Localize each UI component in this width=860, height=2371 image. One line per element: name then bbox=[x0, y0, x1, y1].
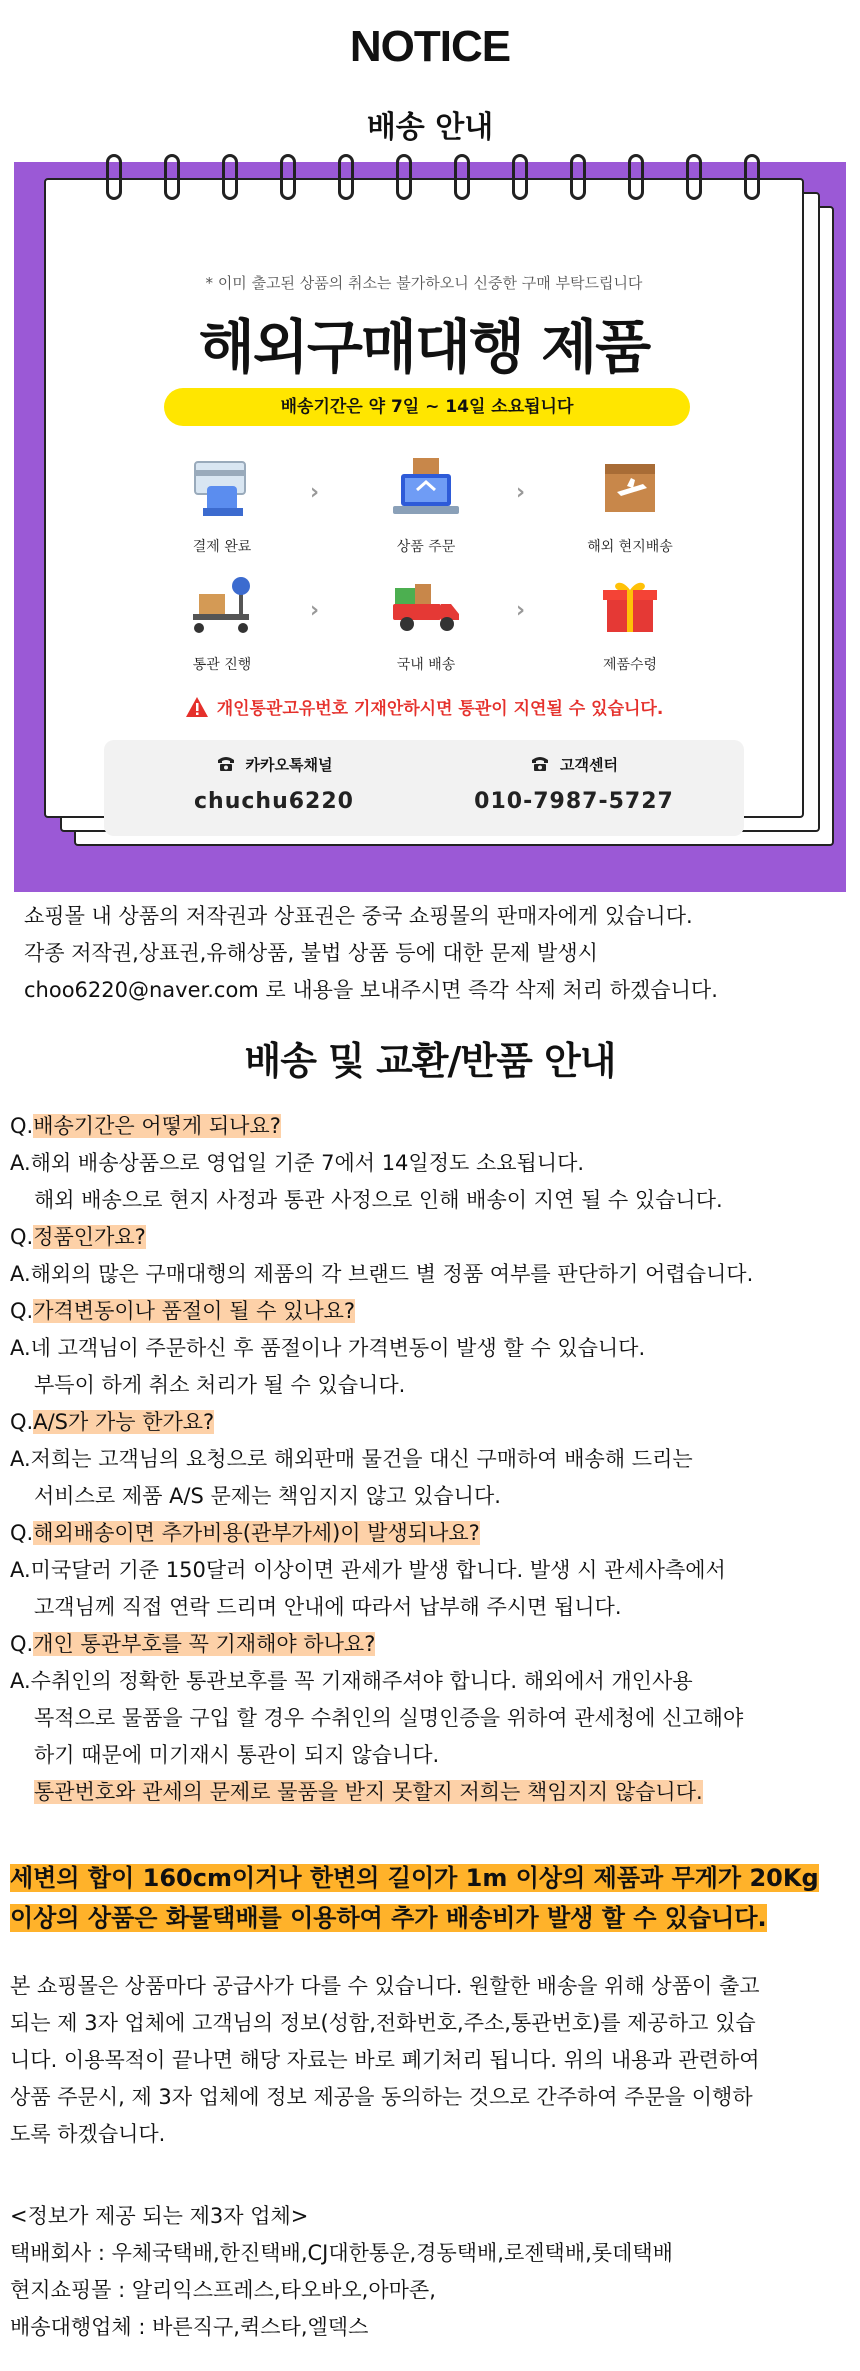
faq-answer-cont: 서비스로 제품 A/S 문제는 책임지지 않고 있습니다. bbox=[34, 1484, 501, 1508]
step-label: 상품 주문 bbox=[396, 539, 456, 555]
policy-line: 되는 제 3자 업체에 고객님의 정보(성함,전화번호,주소,통관번호)를 제공하고 있습 bbox=[10, 2011, 756, 2035]
faq-answer: A.해외 배송상품으로 영업일 기준 7에서 14일정도 소요됩니다. bbox=[10, 1151, 585, 1175]
calendar-card bbox=[44, 178, 804, 818]
step-overseas bbox=[560, 456, 700, 556]
phone-icon bbox=[216, 756, 236, 772]
faq-question: Q.개인 통관부호를 꼭 기재해야 하나요? bbox=[10, 1632, 376, 1656]
third-party-vendors bbox=[10, 2198, 855, 2346]
card-payment-icon bbox=[185, 456, 259, 520]
faq-answer-cont: 고객님께 직접 연락 드리며 안내에 따라서 납부해 주시면 됩니다. bbox=[34, 1595, 622, 1619]
chevron-right-icon: › bbox=[516, 598, 526, 623]
page-title: NOTICE bbox=[349, 22, 511, 71]
center-phone: 010-7987-5727 bbox=[474, 789, 674, 814]
vendors-heading: <정보가 제공 되는 제3자 업체> bbox=[10, 2204, 309, 2228]
step-label: 제품수령 bbox=[602, 657, 658, 673]
step-label: 국내 배송 bbox=[396, 657, 456, 673]
faq-answer: A.네 고객님이 주문하신 후 품절이나 가격변동이 발생 할 수 있습니다. bbox=[10, 1336, 646, 1360]
faq-answer-highlight: 통관번호와 관세의 문제로 물품을 받지 못할지 저희는 책임지지 않습니다. bbox=[34, 1780, 703, 1804]
faq-list bbox=[10, 1108, 860, 1811]
chevron-right-icon: › bbox=[516, 480, 526, 505]
faq-answer-cont: 목적으로 물품을 구입 할 경우 수취인의 실명인증을 위하여 관세청에 신고해야 bbox=[34, 1706, 744, 1730]
truck-icon bbox=[389, 574, 463, 638]
faq-answer: A.해외의 많은 구매대행의 제품의 각 브랜드 별 정품 여부를 판단하기 어렵습니다. bbox=[10, 1262, 754, 1286]
policy-line: 본 쇼핑몰은 상품마다 공급사가 다를 수 있습니다. 원할한 배송을 위해 상품이 출고 bbox=[10, 1974, 760, 1998]
faq-answer: A.미국달러 기준 150달러 이상이면 관세가 발생 합니다. 발생 시 관세사측에서 bbox=[10, 1558, 726, 1582]
banner-headline: 해외구매대행 제품 bbox=[198, 313, 650, 381]
vendor-line: 배송대행업체 : 바른직구,퀵스타,엘덱스 bbox=[10, 2315, 369, 2339]
vendor-line: 현지쇼핑몰 : 알리익스프레스,타오바오,아마존, bbox=[10, 2278, 436, 2302]
center-label: 고객센터 bbox=[560, 756, 618, 774]
policy-line: 상품 주문시, 제 3자 업체에 정보 제공을 동의하는 것으로 간주하여 주문을 이행하 bbox=[10, 2085, 753, 2109]
faq-question: Q.A/S가 가능 한가요? bbox=[10, 1410, 215, 1434]
laptop-order-icon bbox=[389, 456, 463, 520]
faq-answer-cont: 부득이 하게 취소 처리가 될 수 있습니다. bbox=[34, 1373, 406, 1397]
phone-icon bbox=[530, 756, 550, 772]
step-customs bbox=[152, 574, 292, 674]
calendar-rings bbox=[86, 154, 786, 214]
step-label: 결제 완료 bbox=[192, 539, 252, 555]
copyright-line: 쇼핑몰 내 상품의 저작권과 상표권은 중국 쇼핑몰의 판매자에게 있습니다. bbox=[24, 904, 693, 928]
step-domestic bbox=[356, 574, 496, 674]
chevron-right-icon: › bbox=[310, 480, 320, 505]
section-title: 배송 및 교환/반품 안내 bbox=[244, 1039, 616, 1083]
shipping-banner bbox=[14, 162, 846, 892]
step-label: 해외 현지배송 bbox=[587, 539, 673, 555]
policy-line: 니다. 이용목적이 끝나면 해당 자료는 바로 폐기처리 됩니다. 위의 내용과 관련하여 bbox=[10, 2048, 760, 2072]
alert-line: 세변의 합이 160cm이거나 한변의 길이가 1m 이상의 제품과 무게가 20Kg bbox=[10, 1864, 819, 1892]
step-receive bbox=[560, 574, 700, 674]
copyright-line: choo6220@naver.com 로 내용을 보내주시면 즉각 삭제 처리 하겠습니다. bbox=[24, 978, 718, 1002]
warning-icon bbox=[185, 696, 209, 718]
step-label: 통관 진행 bbox=[192, 657, 252, 673]
cancel-note: * 이미 출고된 상품의 취소는 불가하오니 신중한 구매 부탁드립니다 bbox=[205, 274, 643, 292]
customs-warning bbox=[46, 694, 802, 719]
copyright-notice bbox=[24, 898, 844, 1009]
box-plane-icon bbox=[593, 456, 667, 520]
faq-question: Q.배송기간은 어떻게 되나요? bbox=[10, 1114, 281, 1138]
faq-question: Q.정품인가요? bbox=[10, 1225, 146, 1249]
step-payment bbox=[152, 456, 292, 556]
step-order bbox=[356, 456, 496, 556]
kakao-label: 카카오톡채널 bbox=[245, 756, 333, 774]
faq-question: Q.가격변동이나 품절이 될 수 있나요? bbox=[10, 1299, 356, 1323]
faq-question: Q.해외배송이면 추가비용(관부가세)이 발생되나요? bbox=[10, 1521, 480, 1545]
customer-center[interactable] bbox=[424, 754, 724, 814]
policy-line: 도록 하겠습니다. bbox=[10, 2122, 166, 2146]
copyright-line: 각종 저작권,상표권,유해상품, 불법 상품 등에 대한 문제 발생시 bbox=[24, 941, 598, 965]
privacy-policy bbox=[10, 1968, 855, 2153]
kakao-id: chuchu6220 bbox=[194, 789, 354, 814]
chevron-right-icon: › bbox=[310, 598, 320, 623]
gift-icon bbox=[593, 574, 667, 638]
page-subtitle: 배송 안내 bbox=[366, 110, 494, 145]
alert-line: 이상의 상품은 화물택배를 이용하여 추가 배송비가 발생 할 수 있습니다. bbox=[10, 1904, 767, 1932]
warning-text: 개인통관고유번호 기재안하시면 통관이 지연될 수 있습니다. bbox=[216, 699, 664, 719]
faq-answer-cont: 해외 배송으로 현지 사정과 통관 사정으로 인해 배송이 지연 될 수 있습니다. bbox=[34, 1188, 723, 1212]
contact-box bbox=[104, 740, 744, 836]
faq-answer: A.저희는 고객님의 요청으로 해외판매 물건을 대신 구매하여 배송해 드리는 bbox=[10, 1447, 693, 1471]
delivery-period-pill: 배송기간은 약 7일 ~ 14일 소요됩니다 bbox=[164, 388, 690, 426]
vendor-line: 택배회사 : 우체국택배,한진택배,CJ대한통운,경동택배,로젠택배,롯데택배 bbox=[10, 2241, 673, 2265]
kakao-channel[interactable] bbox=[124, 754, 424, 814]
faq-answer: A.수취인의 정확한 통관보후를 꼭 기재해주셔야 합니다. 해외에서 개인사용 bbox=[10, 1669, 693, 1693]
scale-icon bbox=[185, 574, 259, 638]
faq-answer-cont: 하기 때문에 미기재시 통관이 되지 않습니다. bbox=[34, 1743, 440, 1767]
oversize-alert bbox=[10, 1858, 860, 1938]
